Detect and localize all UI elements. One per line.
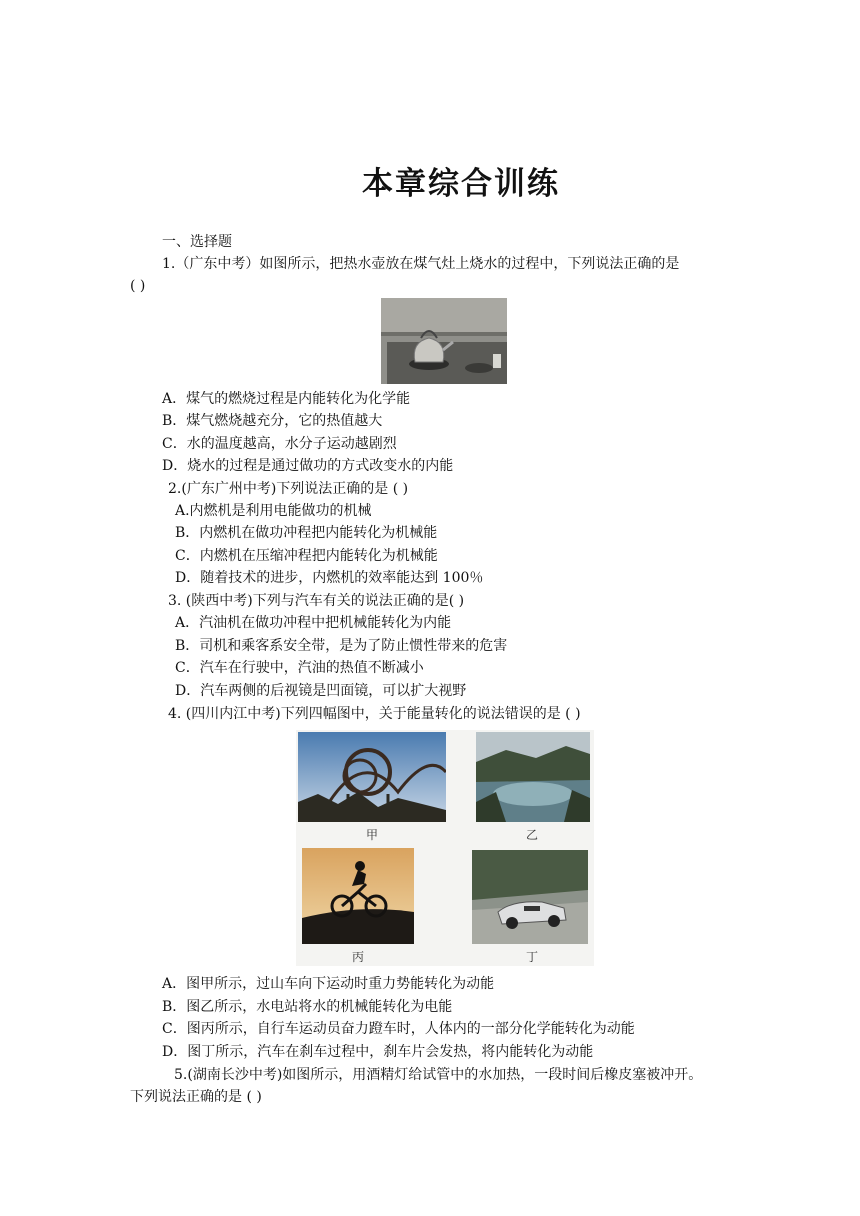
q3-option-d: D．汽车两侧的后视镜是凹面镜，可以扩大视野	[175, 683, 467, 699]
q4-figure	[296, 730, 594, 966]
q4-option-b: B．图乙所示，水电站将水的机械能转化为电能	[162, 999, 453, 1015]
q5-stem-continued: 下列说法正确的是 ( )	[130, 1089, 262, 1105]
q4-option-d: D．图丁所示，汽车在刹车过程中，刹车片会发热，将内能转化为动能	[162, 1044, 594, 1060]
kettle-photo	[381, 298, 507, 384]
q3-option-a: A．汽油机在做功冲程中把机械能转化为内能	[175, 615, 452, 631]
q3-option-b: B．司机和乘客系安全带，是为了防止惯性带来的危害	[175, 638, 508, 654]
q2-stem: 2.(广东广州中考)下列说法正确的是 ( )	[168, 481, 409, 497]
q2-option-d: D．随着技术的进步，内燃机的效率能达到 100％	[175, 570, 484, 586]
page-title: 本章综合训练	[362, 166, 560, 202]
q3-option-c: C．汽车在行驶中，汽油的热值不断减小	[175, 660, 424, 676]
q2-option-a: A.内燃机是利用电能做功的机械	[175, 503, 372, 519]
roller-coaster-photo	[298, 732, 446, 822]
q4-option-a: A．图甲所示，过山车向下运动时重力势能转化为动能	[162, 976, 495, 992]
race-car-photo	[472, 850, 588, 944]
q4-option-c: C．图丙所示，自行车运动员奋力蹬车时，人体内的一部分化学能转化为动能	[162, 1021, 635, 1037]
hydropower-photo	[476, 732, 590, 822]
q2-option-b: B．内燃机在做功冲程把内能转化为机械能	[175, 525, 438, 541]
q1-paren: ( )	[130, 278, 146, 294]
q4-stem: 4. (四川内江中考)下列四幅图中，关于能量转化的说法错误的是 ( )	[168, 706, 581, 722]
caption-bing: 丙	[352, 950, 365, 964]
q1-option-c: C．水的温度越高，水分子运动越剧烈	[162, 436, 397, 452]
caption-ding: 丁	[526, 950, 539, 964]
q1-option-d: D．烧水的过程是通过做功的方式改变水的内能	[162, 458, 454, 474]
q3-stem: 3. (陕西中考)下列与汽车有关的说法正确的是( )	[168, 593, 465, 609]
q1-option-a: A．煤气的燃烧过程是内能转化为化学能	[162, 391, 411, 407]
cyclist-photo	[302, 848, 414, 944]
q5-stem: 5.(湖南长沙中考)如图所示，用酒精灯给试管中的水加热，一段时间后橡皮塞被冲开。	[174, 1067, 703, 1083]
q2-option-c: C．内燃机在压缩冲程把内能转化为机械能	[175, 548, 438, 564]
section-heading: 一、选择题	[162, 234, 232, 250]
q1-stem: 1.（广东中考）如图所示，把热水壶放在煤气灶上烧水的过程中，下列说法正确的是	[162, 256, 680, 272]
caption-jia: 甲	[366, 828, 379, 842]
q1-option-b: B．煤气燃烧越充分，它的热值越大	[162, 413, 383, 429]
caption-yi: 乙	[526, 828, 539, 842]
